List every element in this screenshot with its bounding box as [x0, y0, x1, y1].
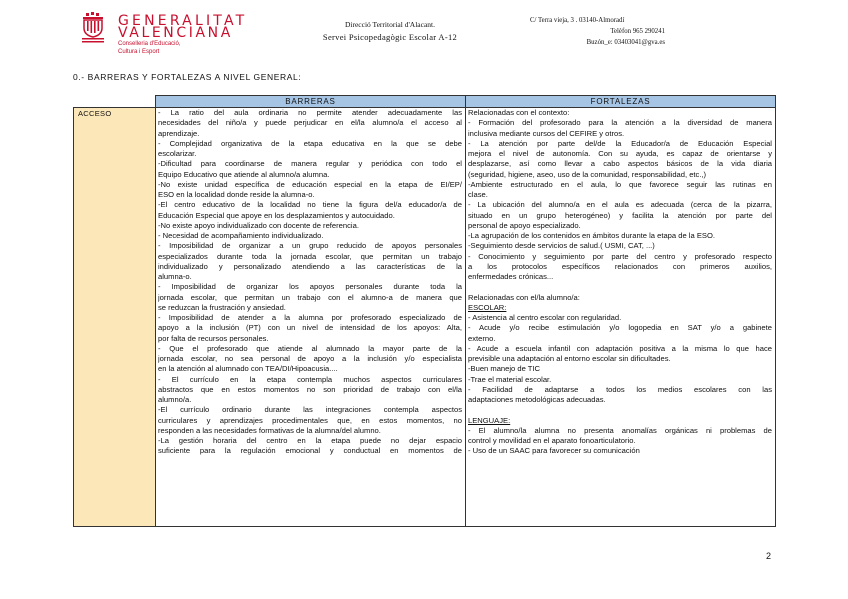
row-label-acceso: ACCESO [78, 109, 112, 118]
logo-text [118, 15, 247, 55]
barreras-list [156, 108, 465, 526]
logo-line-generalitat: GENERALITAT [118, 13, 248, 29]
fortalezas-line: - Facilidad de adaptarse a todos los medios escolares con las [468, 384, 772, 394]
barreras-line: -El currículo ordinario durante las integraciones contempla aspectos [158, 405, 462, 415]
fortalezas-line: - El alumno/la alumna no presenta anomalías orgánicas ni problemas de [468, 425, 772, 435]
fortalezas-line: -La agrupación de los contenidos en ámbitos durante la etapa de la ESO. [468, 231, 715, 240]
fortalezas-line: -Buen manejo de TIC [468, 364, 541, 374]
barreras-line: - El currículo en la etapa contempla muchos aspectos curriculares [158, 374, 462, 384]
barreras-line: jornada escolar, que permitan un trabajo con el alumno-a de manera que [158, 292, 462, 302]
fortalezas-line: LENGUAJE: [468, 415, 511, 425]
barreras-line: - Que el profesorado que atiende al alumnado la mayor parte de la [158, 343, 462, 353]
barreras-line: -La gestión horaria del centro en la etapa puede no dejar espacio [158, 436, 462, 445]
fortalezas-line: - La ubicación del alumno/a en el aula es adecuada (cerca de la pizarra, [468, 200, 772, 210]
table-row-acceso [74, 108, 776, 527]
barreras-line: por falta de recursos personales. [158, 333, 269, 343]
barreras-line: necesidades del niño/a y puede perjudicar en el/la alumno/a el acceso al [158, 118, 462, 128]
barreras-line: individualizado y personalizado atendiendo a las características de la [158, 261, 462, 271]
fortalezas-line: clase. [468, 190, 488, 199]
header-direccion: Direcció Territorial d'Alacant. [344, 20, 436, 29]
barreras-line: Educación Especial que apoye en los desplazamientos y autocuidado. [158, 210, 395, 220]
logo-line-conselleria: Conselleria d'Educació, [118, 41, 181, 47]
barreras-line: especializados durante toda la jornada escolar, que permitan un trabajo [158, 251, 462, 261]
barreras-line: -No existe apoyo individualizado con docente de referencia. [158, 220, 359, 230]
barreras-line: - Complejidad organizativa de la etapa educativa en la que se debe [158, 138, 462, 148]
fortalezas-line: inclusiva mediante cursos del CEFIRE y otros. [468, 128, 625, 138]
barreras-line: -Dificultad para coordinarse de manera regular y periódica con todo el [158, 159, 462, 169]
fortalezas-line: enfermedades crónicas... [468, 272, 554, 281]
table-header-row [74, 96, 776, 108]
fortalezas-line: mejora el nivel de autonomía. Con su ayuda, es capaz de orientarse y [468, 149, 772, 158]
header-email: Buzón_e: 03403041@gva.es [586, 39, 665, 46]
barreras-line: -El centro educativo de la localidad no tiene la figura del/a educador/a de [158, 200, 462, 210]
fortalezas-line: -Seguimiento desde servicios de salud.( USMI, CAT, ...) [468, 241, 655, 251]
barreras-line: -No existe unidad específica de educación especial en la etapa de EI/EP/ [158, 179, 462, 189]
barreras-line: alumna-o. [158, 272, 192, 281]
fortalezas-line: control y movilidad en el aparato fonoarticulatorio. [468, 436, 636, 445]
fortalezas-line: externo. [468, 333, 496, 343]
barreras-line: - Necesidad de acompañamiento individualizado. [158, 231, 324, 240]
generalitat-logo [80, 11, 280, 55]
row-label-cell [74, 108, 156, 527]
fortalezas-line: ESCOLAR: [468, 302, 507, 312]
fortalezas-line: - Asistencia al centro escolar con regularidad. [468, 313, 622, 322]
barreras-line: en la atención al alumnado con TEA/DI/Hipoacusia.... [158, 364, 338, 374]
header-center [300, 19, 480, 43]
fortalezas-line: Relacionadas con el contexto: [468, 108, 570, 117]
fortalezas-line: -Trae el material escolar. [468, 374, 552, 384]
barreras-line: - La ratio del aula ordinaria no permite atender adecuadamente las [158, 108, 462, 117]
barreras-line: suficiente para la regulación emocional y conductual en momentos de [158, 446, 462, 456]
barreras-line: - Imposibilidad de organizar los apoyos personales durante toda la [158, 282, 462, 292]
fortalezas-line: - Acude a escuela infantil con adaptación positiva a la misma lo que hace [468, 343, 772, 353]
header-barreras: BARRERAS [156, 96, 466, 108]
fortalezas-line: - Conocimiento y seguimiento por parte del centro y profesorado respecto [468, 251, 772, 261]
barreras-line: escolarizar. [158, 149, 197, 158]
fortalezas-line: - Formación del profesorado para la atención a la diversidad de manera [468, 118, 772, 128]
header-fortalezas: FORTALEZAS [466, 96, 776, 108]
barreras-line: Equipo Educativo que atiende al alumno/a alumna. [158, 169, 330, 179]
barreras-line: se reduzcan la frustración y ansiedad. [158, 302, 286, 312]
logo-line-cultura: Cultura i Esport [118, 49, 160, 55]
barreras-line: ESO en la localidad donde reside la alumna-o. [158, 190, 315, 199]
fortalezas-line: personal de apoyo especializado. [468, 220, 581, 230]
fortalezas-line: previsible una adaptación al entorno escolar sin dificultades. [468, 354, 671, 363]
coat-of-arms-icon [80, 11, 114, 43]
barreras-line: responden a las necesidades formativas de la alumna/del alumno. [158, 425, 381, 435]
barreras-line: - Imposibilidad de atender a la alumna por profesorado especializado de [158, 313, 462, 322]
fortalezas-line: -Ambiente estructurado en el aula, lo que favorece seguir las rutinas en [468, 179, 772, 189]
barreras-line: abstractos que en estos momentos no son prioridad de trabajo con el/la [158, 384, 462, 394]
header-phone: Telèfon 965 290241 [610, 28, 665, 35]
fortalezas-line: - Acude y/o recibe estimulación y/o logopedia en SAT y/o a gabinete [468, 323, 772, 333]
header-contact [530, 15, 665, 48]
fortalezas-list [466, 108, 775, 526]
fortalezas-line: desplazarse, así como llevar a cabo aspectos básicos de la vida diaria [468, 159, 772, 169]
fortalezas-line: - La atención por parte del/de la Educador/a de Educación Especial [468, 138, 772, 148]
barreras-line: - Imposibilidad de organizar a un grupo reducido de apoyos personales [158, 241, 462, 251]
logo-line-valenciana: VALENCIANA [118, 25, 233, 41]
fortalezas-line: Relacionadas con el/la alumno/a: [468, 292, 580, 302]
barreras-line: apoyo a la inclusión (PT) con un nivel de intensidad de los apoyos: Alta, [158, 323, 462, 333]
section-title: 0.- BARRERAS Y FORTALEZAS A NIVEL GENERAL: [73, 72, 302, 82]
fortalezas-cell [466, 108, 776, 527]
barreras-line: aprendizaje. [158, 128, 200, 138]
fortalezas-spacer [468, 282, 772, 292]
barreras-line: jornada escolar, no sea personal de apoyo a la inclusión y/o especialista [158, 354, 462, 363]
fortalezas-line: a los protocolos específicos relacionados con primeros auxilios, [468, 261, 772, 271]
fortalezas-line: (seguridad, higiene, aseo, uso de la comunidad, responsabilidad, etc.,) [468, 169, 707, 179]
fortalezas-line: situado en un grupo heterogéneo) y facilita la atención por parte del [468, 210, 772, 220]
barreras-cell [156, 108, 466, 527]
header-servei: Servei Psicopedagògic Escolar A-12 [322, 32, 458, 42]
fortalezas-line: adaptaciones metodológicas adecuadas. [468, 395, 606, 404]
fortalezas-line: - Uso de un SAAC para favorecer su comunicación [468, 446, 640, 456]
fortalezas-spacer [468, 405, 772, 415]
barreras-line: alumno/a. [158, 395, 192, 404]
page-number: 2 [766, 551, 772, 561]
barreras-line: curriculares y aprendizajes procedimentales que, en estos momentos, no [158, 415, 462, 425]
header-address: C/ Terra vieja, 3 . 03140-Almoradí [530, 17, 625, 24]
empty-header-cell [74, 96, 156, 108]
barreras-fortalezas-table [73, 95, 776, 527]
